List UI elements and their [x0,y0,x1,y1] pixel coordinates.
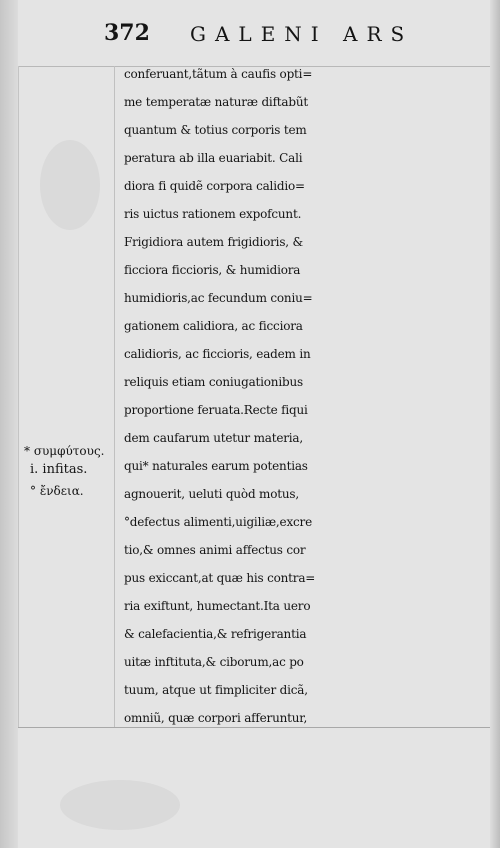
main-text-block [124,60,492,732]
paper-stain [40,140,100,230]
margin-gloss-greek: * συμφύτους. [24,444,105,458]
text-line: gationem calidiora, ac ficciora [124,319,303,333]
text-line: tio,& omnes animi affectus cor [124,543,306,557]
running-title: GALENI ARS [190,22,414,46]
margin-left-rule [18,66,19,728]
text-line: calidioris, ac ficcioris, eadem in [124,347,311,361]
text-line: peratura ab illa euariabit. Cali [124,151,303,165]
text-line: reliquis etiam coniugationibus [124,375,303,389]
text-line: humidioris,ac fecundum coniu= [124,291,313,305]
text-line: & calefacientia,& refrigerantia [124,627,307,641]
text-line: ris uictus rationem expofcunt. [124,207,302,221]
running-header [104,20,490,50]
text-line: proportione feruata.Recte fiqui [124,403,308,417]
text-line: dem caufarum utetur materia, [124,431,303,445]
text-line: uitæ inftituta,& ciborum,ac po [124,655,304,669]
text-line: qui* naturales earum potentias [124,459,308,473]
text-line: tuum, atque ut fimpliciter dicã, [124,683,308,697]
text-line: quantum & totius corporis tem [124,123,307,137]
text-line: agnouerit, ueluti quòd motus, [124,487,299,501]
text-line: diora fi quidẽ corpora calidio= [124,179,305,193]
margin-column-rule [114,66,115,728]
text-line: °defectus alimenti,uigiliæ,excre [124,515,312,529]
text-line: ficciora ficcioris, & humidiora [124,263,301,277]
text-line: Frigidiora autem frigidioris, & [124,235,303,249]
text-line: omniũ, quæ corpori afferuntur, [124,711,308,725]
text-line: me temperatæ naturæ diftabũt [124,95,309,109]
text-line: ria exiftunt, humectant.Ita uero [124,599,311,613]
paper-stain [60,780,180,830]
page-left-edge [0,0,18,848]
text-line: conferuant,tãtum à caufis opti= [124,67,313,81]
margin-gloss-latin: i. infitas. [30,462,88,477]
margin-gloss-greek-2: ° ἔνδεια. [30,484,84,498]
page-number: 372 [104,20,150,46]
text-line: pus exiccant,at quæ his contra= [124,571,316,585]
